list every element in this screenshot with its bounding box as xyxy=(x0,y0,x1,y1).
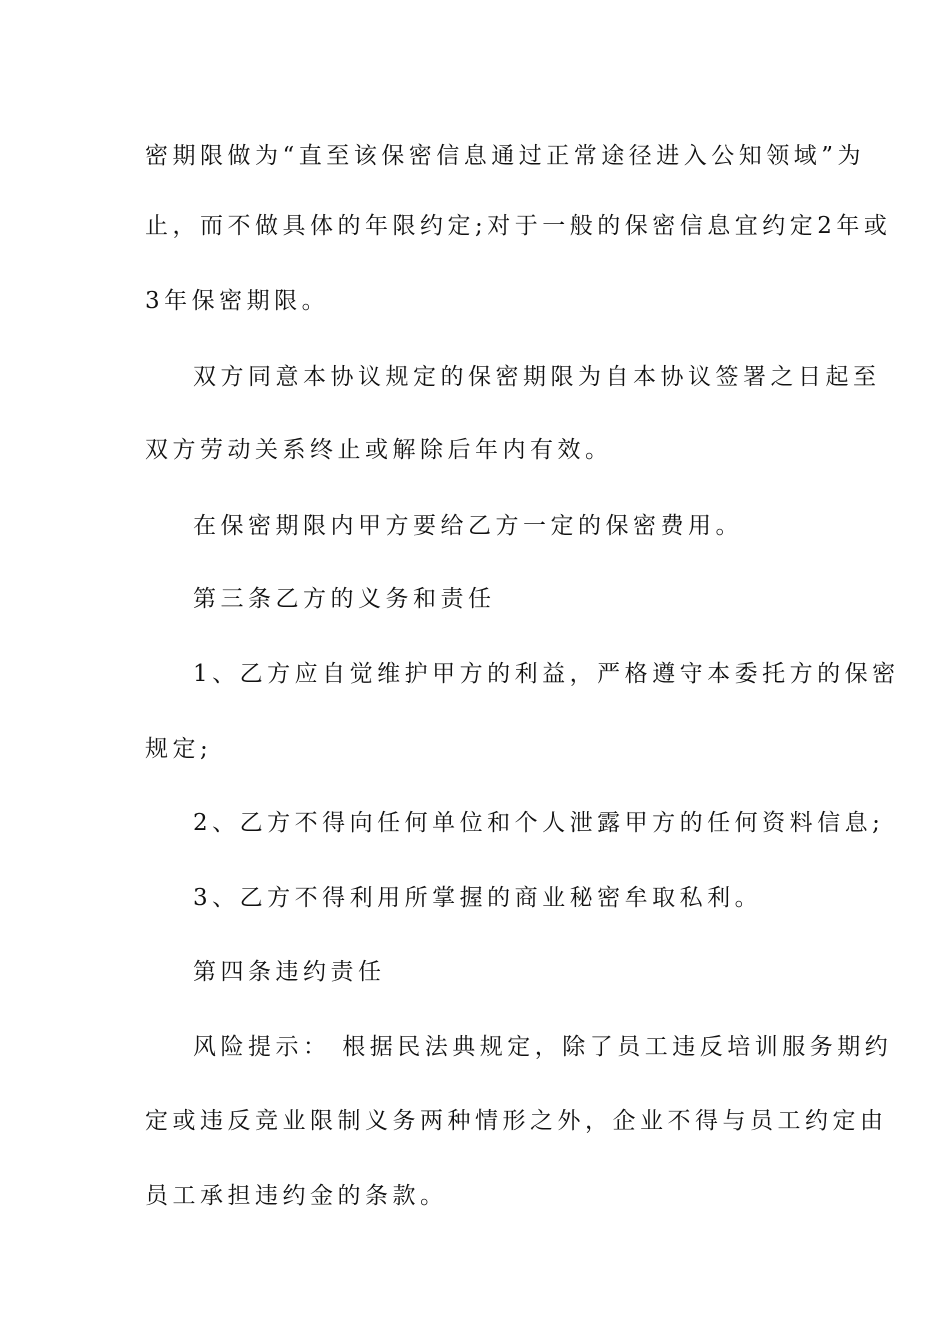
list-item: 1、乙方应自觉维护甲方的利益，严格遵守本委托方的保密 xyxy=(193,661,900,687)
text-line: 双方同意本协议规定的保密期限为自本协议签署之日起至 xyxy=(193,364,881,390)
section-heading: 第四条违约责任 xyxy=(193,959,386,985)
list-item: 2、乙方不得向任何单位和个人泄露甲方的任何资料信息; xyxy=(193,810,885,836)
text-line: 员工承担违约金的条款。 xyxy=(145,1183,448,1209)
text-line: 3年保密期限。 xyxy=(145,288,330,314)
text-line: 风险提示： 根据民法典规定，除了员工违反培训服务期约 xyxy=(193,1034,893,1060)
text-line: 双方劳动关系终止或解除后年内有效。 xyxy=(145,437,613,463)
text-line: 止，而不做具体的年限约定;对于一般的保密信息宜约定2年或 xyxy=(145,213,892,239)
text-line: 密期限做为“直至该保密信息通过正常途径进入公知领域”为 xyxy=(145,143,866,169)
section-heading: 第三条乙方的义务和责任 xyxy=(193,586,496,612)
text-line: 定或违反竞业限制义务两种情形之外，企业不得与员工约定由 xyxy=(145,1108,888,1134)
list-item-continuation: 规定; xyxy=(145,736,213,762)
text-line: 在保密期限内甲方要给乙方一定的保密费用。 xyxy=(193,513,743,539)
list-item: 3、乙方不得利用所掌握的商业秘密牟取私利。 xyxy=(193,885,763,911)
